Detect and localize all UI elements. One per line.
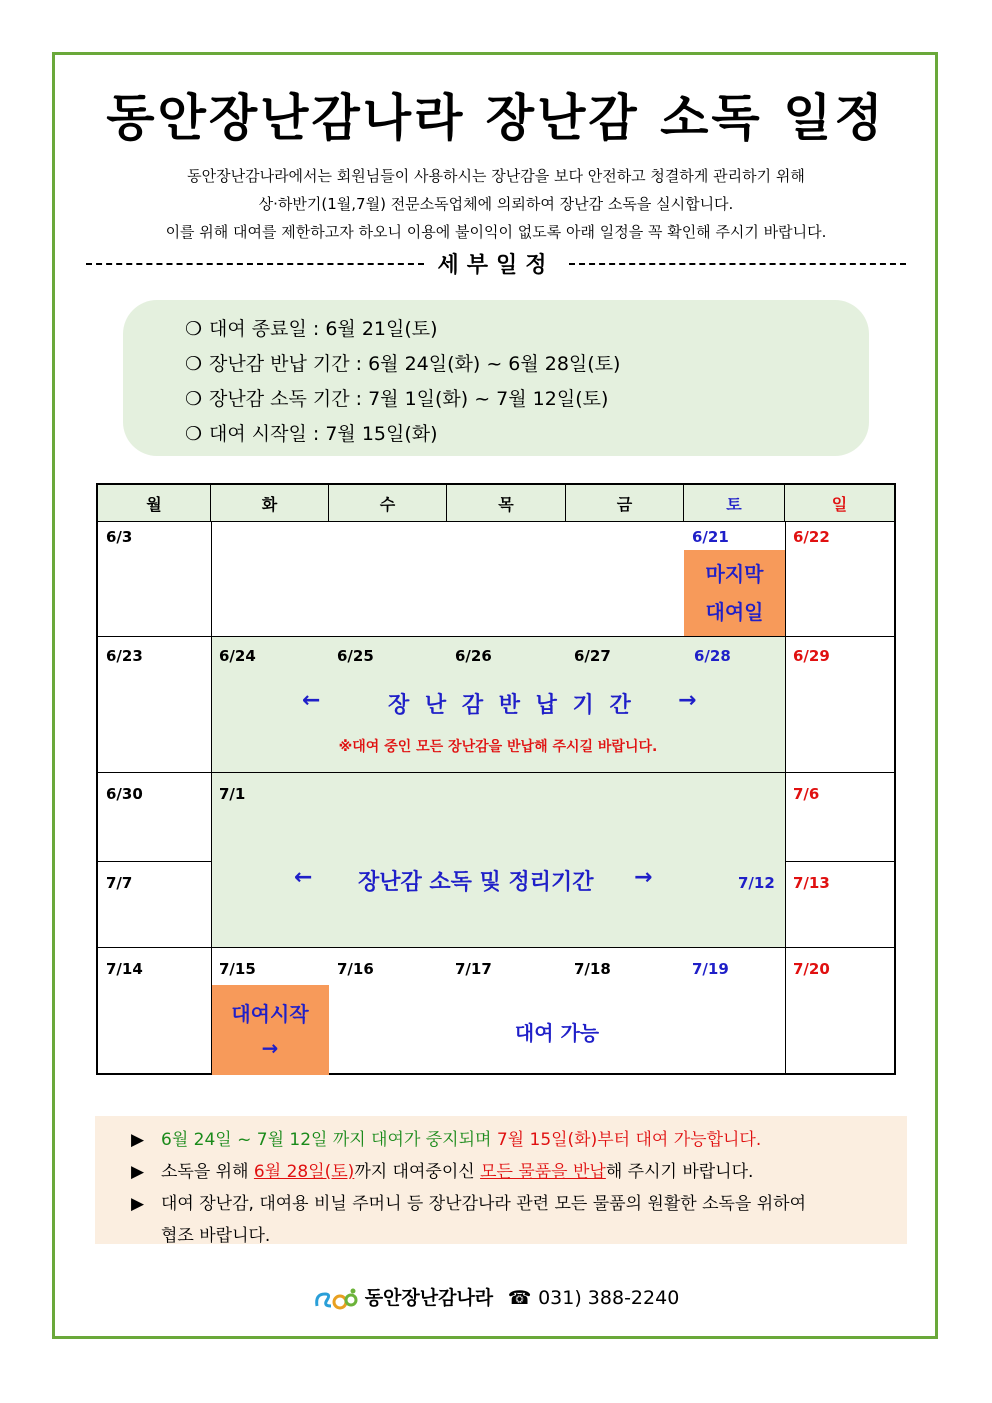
row-divider	[98, 947, 894, 948]
notice-item: ▶ 소독을 위해 6월 28일(토)까지 대여중이신 모든 물품을 반납해 주시기 바랍니다.	[131, 1156, 897, 1188]
date-label: 6/25	[337, 647, 374, 665]
notice-item: ▶ 대여 장난감, 대여용 비닐 주머니 등 장난감나라 관련 모든 물품의 원활한 소독을 위하여 협조 바랍니다.	[131, 1188, 897, 1252]
date-label: 7/18	[574, 960, 611, 978]
triangle-bullet-icon: ▶	[131, 1130, 145, 1150]
date-label: 7/19	[692, 960, 729, 978]
section-heading	[86, 248, 906, 279]
date-label: 7/1	[219, 785, 246, 803]
header-mon: 월	[98, 485, 211, 522]
date-label: 7/20	[793, 960, 830, 978]
row-divider	[785, 861, 894, 862]
date-label: 7/17	[455, 960, 492, 978]
circle-bullet-icon: ❍	[185, 388, 203, 410]
date-label: 6/28	[694, 647, 731, 665]
summary-item: ❍ 장난감 반납 기간 : 6월 24일(화) ~ 6월 28일(토)	[185, 347, 869, 382]
date-label: 6/3	[106, 528, 133, 546]
intro-line: 상·하반기(1월,7월) 전문소독업체에 의뢰하여 장난감 소독을 실시합니다.	[258, 195, 734, 213]
date-label: 6/27	[574, 647, 611, 665]
notice-box	[95, 1116, 907, 1244]
intro-text	[60, 162, 932, 246]
circle-bullet-icon: ❍	[185, 353, 203, 375]
date-label: 6/29	[793, 647, 830, 665]
header-fri: 금	[566, 485, 684, 522]
row-divider	[98, 772, 894, 773]
triangle-bullet-icon: ▶	[131, 1162, 145, 1182]
last-rental-badge: 마지막 대여일	[684, 550, 785, 636]
right-arrow-icon: →	[634, 865, 653, 890]
circle-bullet-icon: ❍	[185, 318, 203, 340]
header-tue: 화	[211, 485, 329, 522]
date-label: 6/23	[106, 647, 143, 665]
rental-available-label: 대여 가능	[514, 1021, 600, 1045]
header-sat: 토	[684, 485, 785, 522]
date-label: 7/7	[106, 874, 133, 892]
disinfection-period-area	[211, 772, 785, 947]
row-divider	[98, 861, 211, 862]
date-label: 7/16	[337, 960, 374, 978]
right-arrow-icon: →	[678, 688, 697, 713]
date-label: 6/24	[219, 647, 256, 665]
date-label: 7/6	[793, 785, 820, 803]
left-arrow-icon: ←	[302, 688, 321, 713]
phone-number: 031) 388-2240	[538, 1287, 680, 1309]
disinfection-period-label: 장난감 소독 및 정리기간	[358, 870, 594, 895]
logo-icon	[313, 1286, 359, 1312]
left-arrow-icon: ←	[294, 865, 313, 890]
summary-item: ❍ 대여 종료일 : 6월 21일(토)	[185, 312, 869, 347]
dashed-divider	[86, 263, 424, 265]
date-label: 7/12	[738, 874, 775, 892]
org-name: 동안장난감나라	[364, 1287, 494, 1309]
intro-line: 동안장난감나라에서는 회원님들이 사용하시는 장난감을 보다 안전하고 청결하게 관리하기 위해	[187, 167, 805, 185]
triangle-bullet-icon: ▶	[131, 1194, 145, 1214]
notice-item: ▶ 6월 24일 ~ 7월 12일 까지 대여가 중지되며 7월 15일(화)부터 대여 가능합니다.	[131, 1124, 897, 1156]
header-wed: 수	[329, 485, 447, 522]
date-label: 6/22	[793, 528, 830, 546]
return-period-label: 장 난 감 반 납 기 간	[388, 693, 635, 718]
summary-item: ❍ 장난감 소독 기간 : 7월 1일(화) ~ 7월 12일(토)	[185, 382, 869, 417]
intro-line: 이를 위해 대여를 제한하고자 하오니 이용에 불이익이 없도록 아래 일정을 꼭 확인해 주시기 바랍니다.	[165, 223, 827, 241]
date-label: 7/13	[793, 874, 830, 892]
circle-bullet-icon: ❍	[185, 423, 203, 445]
summary-item: ❍ 대여 시작일 : 7월 15일(화)	[185, 417, 869, 452]
return-notice: ※대여 중인 모든 장난감을 반납해 주시길 바랍니다.	[338, 739, 658, 755]
phone-icon: ☎	[507, 1287, 532, 1309]
calendar-table	[96, 483, 896, 1075]
header-thu: 목	[447, 485, 566, 522]
header-sun: 일	[785, 485, 894, 522]
date-label: 7/15	[219, 960, 256, 978]
col-divider	[211, 522, 212, 1075]
date-label: 6/21	[692, 528, 729, 546]
dashed-divider	[569, 263, 907, 265]
row-divider	[98, 636, 894, 637]
rental-start-badge: 대여시작 →	[211, 985, 329, 1075]
date-label: 6/26	[455, 647, 492, 665]
date-label: 7/14	[106, 960, 143, 978]
page-title: 동안장난감나라 장난감 소독 일정	[106, 89, 886, 147]
section-title: 세부일정	[437, 253, 555, 278]
date-label: 6/30	[106, 785, 143, 803]
footer-contact	[0, 1283, 992, 1312]
col-divider	[785, 522, 786, 1075]
schedule-summary	[123, 300, 869, 456]
